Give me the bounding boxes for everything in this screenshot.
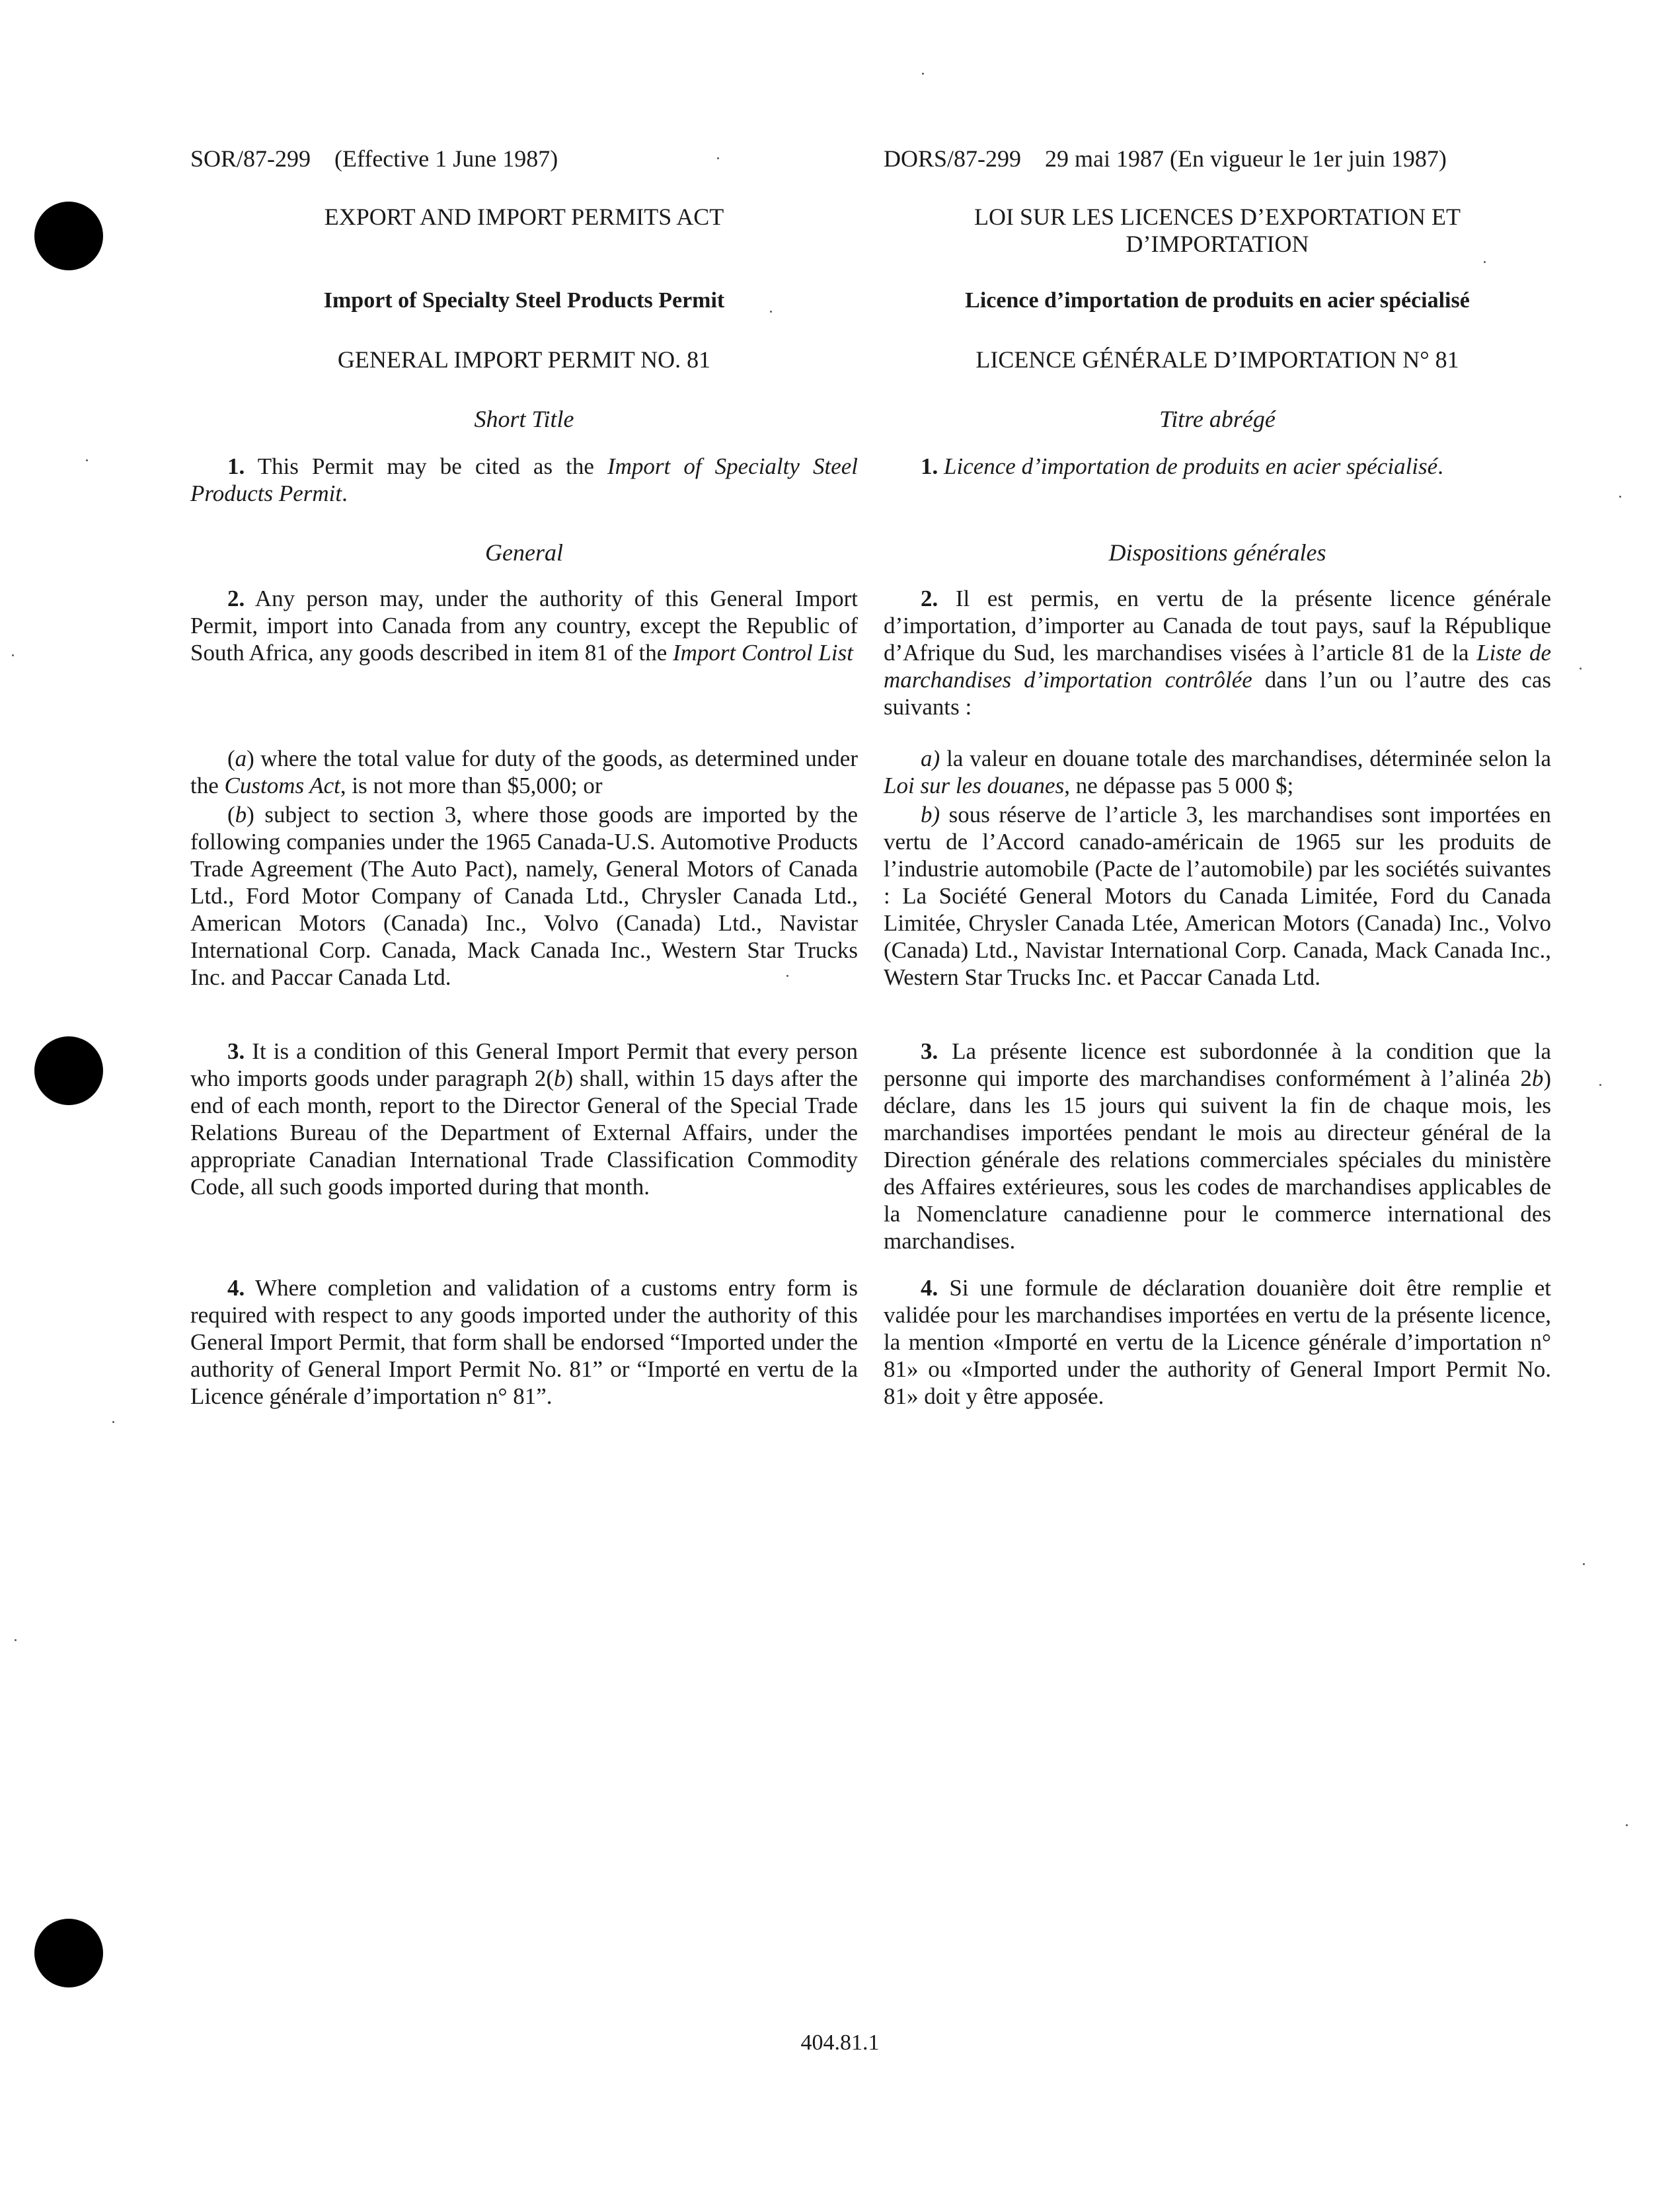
french-section-4	[884, 1274, 1551, 1410]
section-text: La présente licence est subordonnée à la condition que la personne qui importe des marchandises conformément à l’alinéa 2	[884, 1038, 1551, 1091]
section-text: Il est permis, en vertu de la présente licence générale d’importation, d’importer au Canada de tout pays, sauf la République d’Afrique du Sud, les marchandises visées à l’article 81 de la	[884, 586, 1551, 666]
section-text: , ne dépasse pas 5 000 $;	[1064, 773, 1294, 798]
scan-speck	[112, 1421, 114, 1423]
english-section-1	[190, 453, 858, 507]
section-text: .	[342, 481, 348, 506]
section-number: 3.	[227, 1038, 245, 1064]
punch-hole-middle	[34, 1036, 103, 1105]
scan-speck	[12, 654, 14, 656]
paragraph-mark: )	[247, 746, 254, 771]
french-section-2	[884, 585, 1551, 720]
section-number: 1.	[227, 453, 245, 479]
section-number: 2.	[921, 586, 938, 611]
french-section-1	[884, 453, 1551, 480]
section-text: , is not more than $5,000; or	[340, 773, 603, 798]
page-folio: 404.81.1	[800, 2030, 880, 2055]
english-paragraph-2a	[190, 745, 858, 799]
section-text: Si une formule de déclaration douanière doit être remplie et validée pour les marchandises importées en vertu de la présente licence, la mention «Importé en vertu de la Licence générale d’importation n° 81» ou «Imported under the authority of General Import Permit No. 81» doit y être apposée.	[884, 1275, 1551, 1409]
section-italic: Liste de marchandises d’importation contrôlée	[884, 640, 1551, 693]
section-text: la valeur en douane totale des marchandises, déterminée selon la	[940, 746, 1551, 771]
english-header: SOR/87-299 (Effective 1 June 1987)	[190, 145, 558, 172]
english-section-4	[190, 1274, 858, 1410]
french-permit-title: Licence d’importation de produits en acier spécialisé	[965, 288, 1470, 313]
scan-speck	[1484, 261, 1486, 263]
section-number: 3.	[921, 1038, 938, 1064]
section-italic: Loi sur les douanes	[884, 773, 1065, 798]
section-italic: Licence d’importation de produits en acier spécialisé	[938, 453, 1438, 479]
english-act-title: EXPORT AND IMPORT PERMITS ACT	[324, 204, 724, 230]
scan-speck	[1580, 668, 1582, 670]
section-number: 4.	[921, 1275, 938, 1301]
scan-speck	[1626, 1824, 1628, 1826]
paragraph-mark: a)	[921, 746, 940, 771]
section-text: .	[1437, 453, 1443, 479]
section-text: sous réserve de l’article 3, les marchandises sont importées en vertu de l’Accord canado-américain de 1965 sur les produits de l’industrie automobile (Pacte de l’automobile) par les sociétés suivantes : La Société General Motors du Canada Limitée, Ford du Canada Limitée, Chrysler Canada Ltée, American Motors (Canada) Inc., Volvo (Canada) Ltd., Navistar International Corp. Canada, Mack Canada Inc., Western Star Trucks Inc. et Paccar Canada Ltd.	[884, 802, 1551, 990]
scan-speck	[86, 459, 88, 461]
section-text: Any person may, under the authority of this General Import Permit, import into Canada from any country, except the Republic of South Africa, any goods described in item 81 of the	[190, 586, 858, 666]
paragraph-mark: (	[227, 746, 235, 771]
section-italic: Import of Specialty Steel Products Permit	[190, 453, 858, 506]
french-header: DORS/87-299 29 mai 1987 (En vigueur le 1er juin 1987)	[884, 145, 1447, 172]
english-short-title-heading: Short Title	[474, 406, 574, 432]
section-text: Where completion and validation of a customs entry form is required with respect to any goods imported under the authority of this General Import Permit, that form shall be endorsed “Imported under the authority of General Import Permit No. 81” or “Importé en vertu de la Licence générale d’importation n° 81”.	[190, 1275, 858, 1409]
paragraph-mark: (	[227, 802, 235, 828]
section-italic: b	[1531, 1065, 1544, 1091]
section-number: 1.	[921, 453, 938, 479]
french-short-title-heading: Titre abrégé	[1159, 406, 1276, 432]
section-number: 4.	[227, 1275, 245, 1301]
section-text: It is a condition of this General Import Permit that every person who imports goods under paragraph 2(	[190, 1038, 858, 1091]
section-text: This Permit may be cited as the	[245, 453, 607, 479]
scan-speck	[1583, 1563, 1585, 1565]
section-italic: Import Control List	[673, 640, 853, 666]
english-paragraph-2b	[190, 801, 858, 991]
scan-speck	[1599, 1084, 1601, 1086]
french-section-3	[884, 1038, 1551, 1254]
paragraph-mark: b)	[921, 802, 940, 828]
section-text: ) déclare, dans les 15 jours qui suivent la fin de chaque mois, les marchandises importées pendant le mois au directeur général de la Direction générale des relations commerciales spéciales du ministère des Affaires extérieures, sous les codes de marchandises applicables de la Nomenclature canadienne pour le commerce international des marchandises.	[884, 1065, 1551, 1254]
paragraph-mark: a	[235, 746, 247, 771]
scan-speck	[922, 73, 924, 75]
french-general-heading: Dispositions générales	[1108, 539, 1326, 566]
section-italic: Customs Act	[224, 773, 340, 798]
punch-hole-bottom	[34, 1919, 103, 1987]
paragraph-mark: )	[247, 802, 254, 828]
english-section-3	[190, 1038, 858, 1200]
french-paragraph-b	[884, 801, 1551, 991]
punch-hole-top	[34, 202, 103, 270]
english-general-heading: General	[485, 539, 563, 566]
scan-speck	[15, 1639, 17, 1641]
english-section-2	[190, 585, 858, 666]
section-text: subject to section 3, where those goods are imported by the following companies under the 1965 Canada-U.S. Automotive Products Trade Agreement (The Auto Pact), namely, General Motors of Canada Ltd., Ford Motor Company of Canada Ltd., Chrysler Canada Ltd., American Motors (Canada) Inc., Volvo (Canada) Ltd., Navistar International Corp. Canada, Mack Canada Inc., Western Star Trucks Inc. and Paccar Canada Ltd.	[190, 802, 858, 990]
scan-speck	[1619, 496, 1621, 498]
paragraph-mark: b	[235, 802, 247, 828]
french-paragraph-a	[884, 745, 1551, 799]
english-permit-title: Import of Specialty Steel Products Permit	[323, 288, 725, 313]
french-permit-number: LICENCE GÉNÉRALE D’IMPORTATION N° 81	[975, 346, 1459, 373]
section-text: where the total value for duty of the goods, as determined under the	[190, 746, 858, 798]
section-text: ) shall, within 15 days after the end of each month, report to the Director General of the Special Trade Relations Bureau of the Department of External Affairs, under the appropriate Canadian International Trade Classification Commodity Code, all such goods imported during that month.	[190, 1065, 859, 1200]
french-act-title: LOI SUR LES LICENCES D’EXPORTATION ET D’IMPORTATION	[974, 204, 1461, 257]
section-text: dans l’un ou l’autre des cas suivants :	[884, 667, 1551, 720]
section-italic: b	[554, 1065, 566, 1091]
section-number: 2.	[227, 586, 245, 611]
english-permit-number: GENERAL IMPORT PERMIT NO. 81	[337, 346, 711, 373]
